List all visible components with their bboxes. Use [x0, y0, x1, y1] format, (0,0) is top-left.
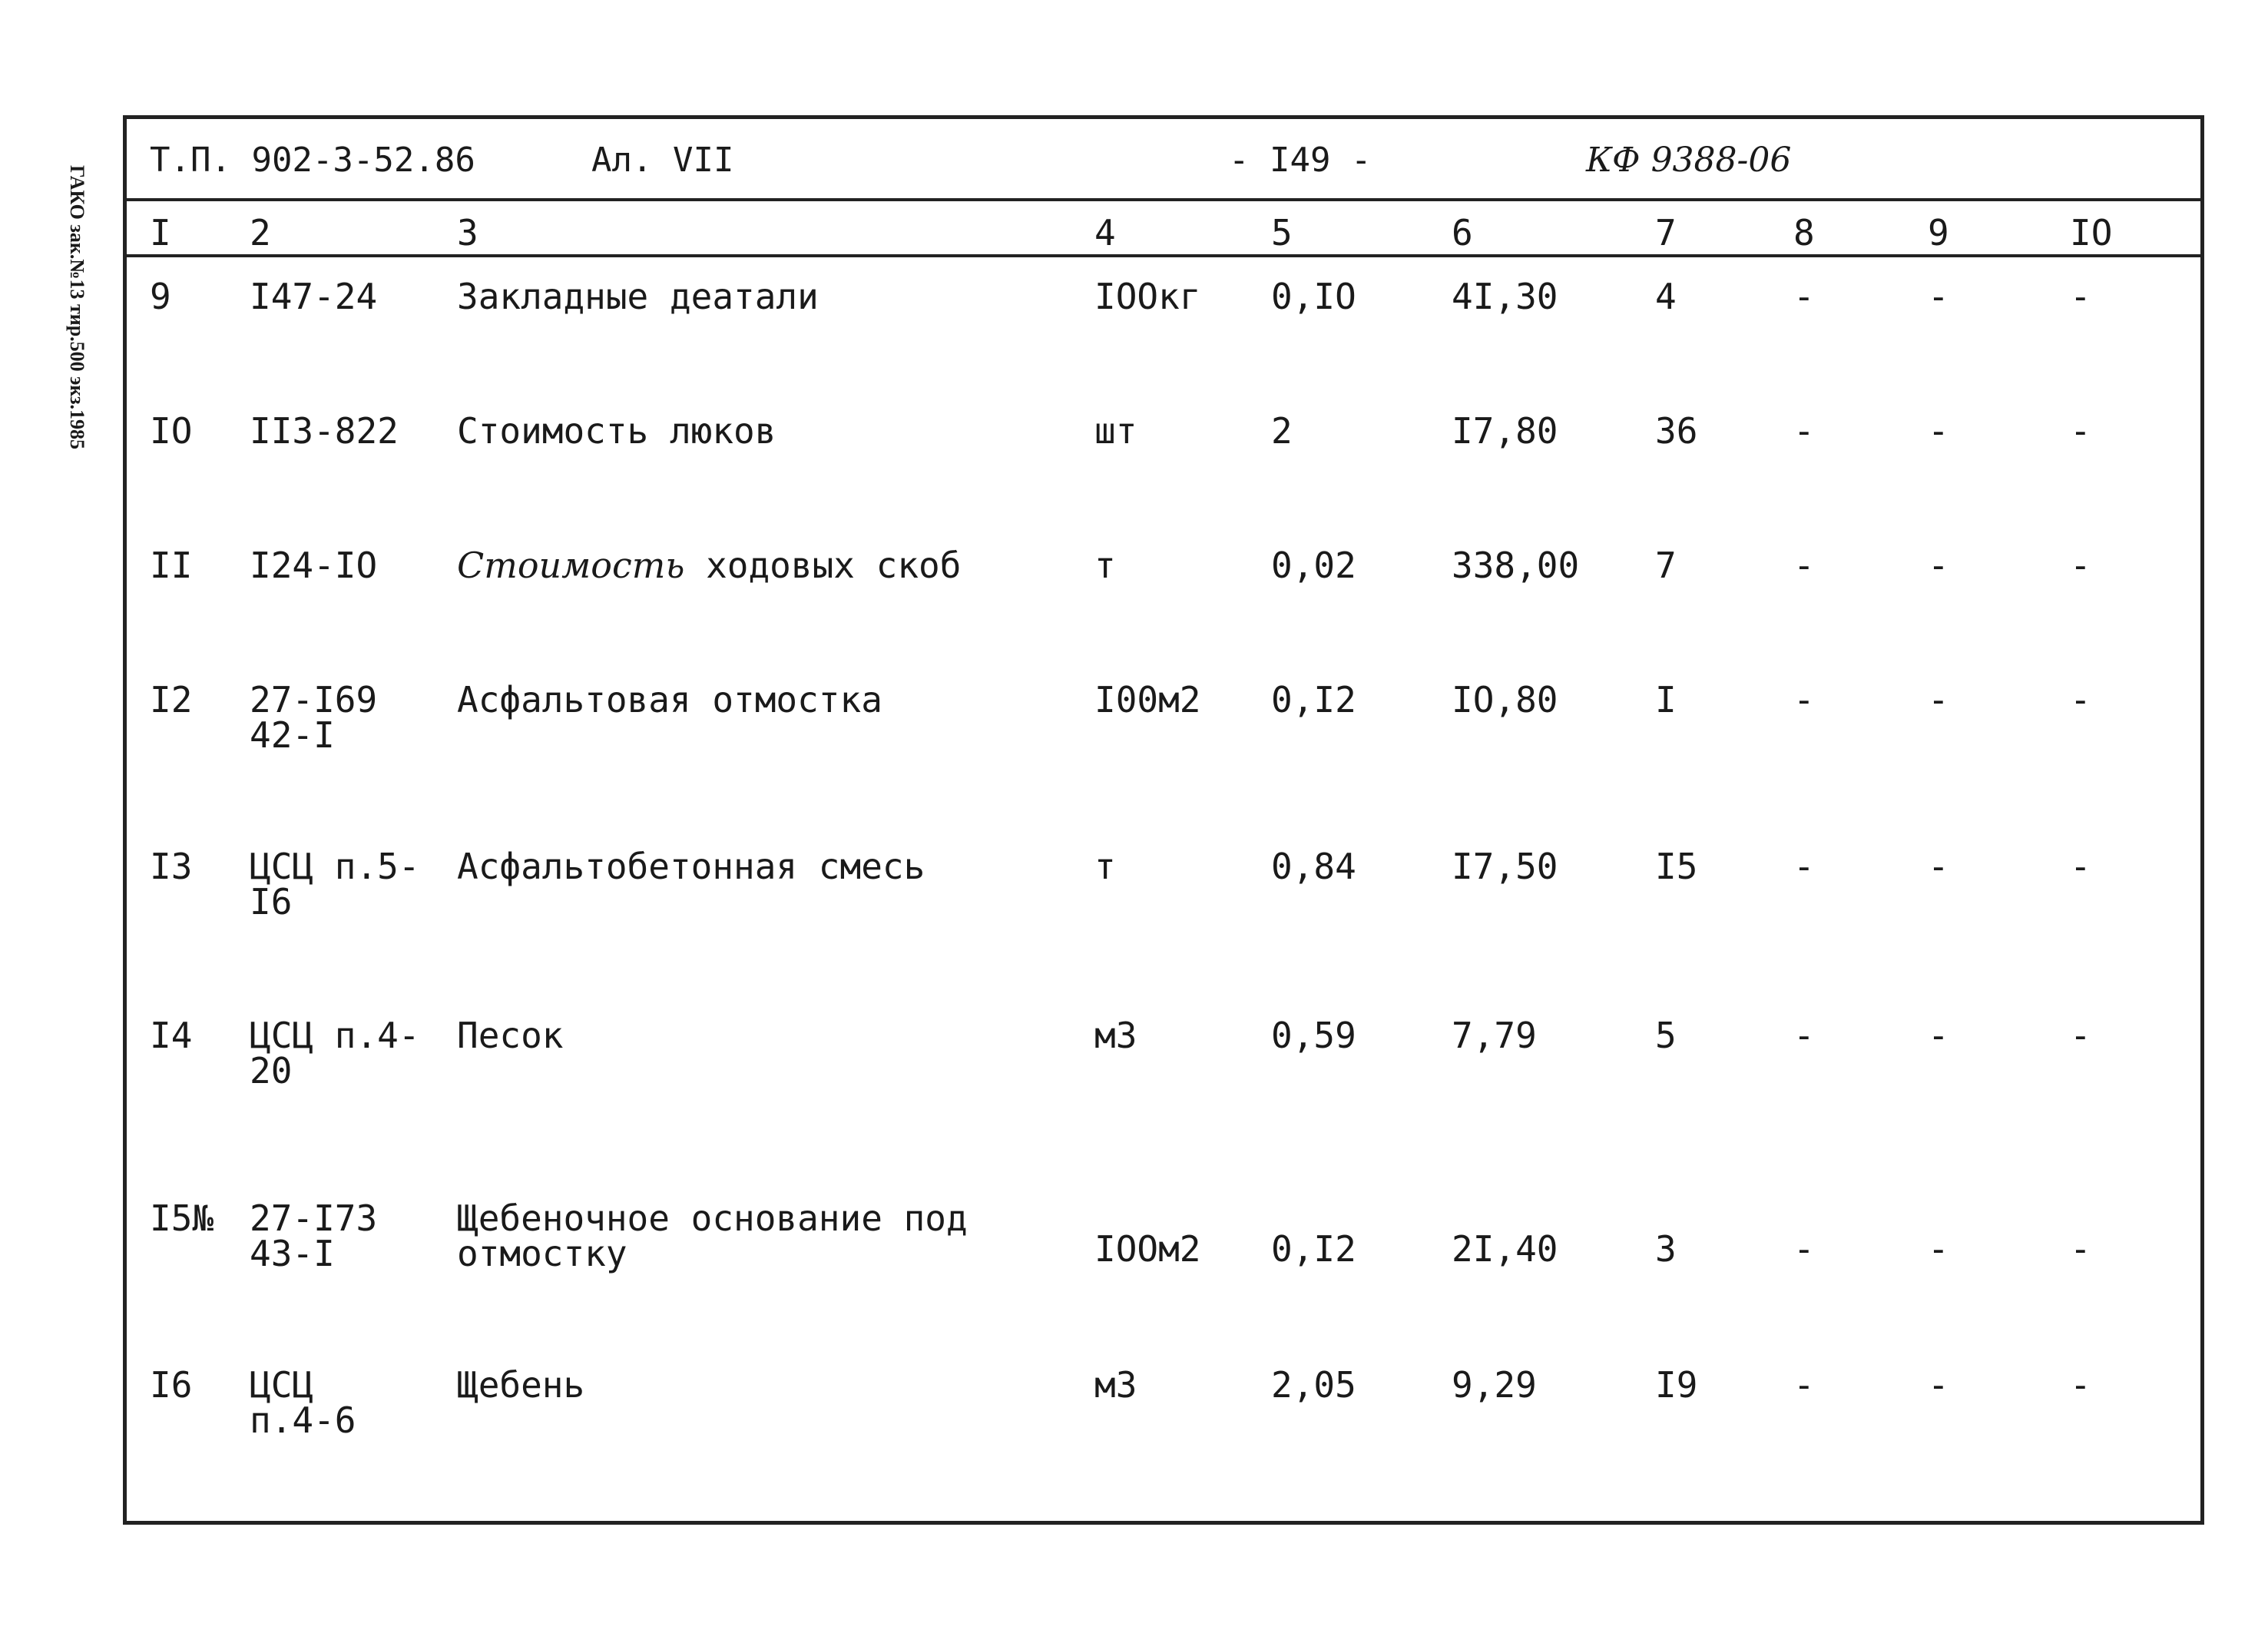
table-row [127, 1197, 2200, 1293]
item-name [457, 545, 962, 586]
album-number: Ал. VII [591, 141, 734, 180]
unit: IOOкг [1094, 276, 1201, 317]
column-header: 9 [1928, 212, 1949, 253]
quantity: 0,I2 [1271, 679, 1356, 720]
col8-dash: - [1793, 545, 1815, 586]
rate-code: 27-I69 42-I [250, 679, 378, 756]
margin-note [54, 108, 100, 507]
table-row [127, 846, 2200, 941]
col10-dash: - [2070, 1364, 2091, 1406]
unit: IOOм2 [1094, 1228, 1201, 1270]
rate-code: 27-I73 43-I [250, 1197, 378, 1274]
col9-dash: - [1928, 276, 1949, 317]
total: 36 [1655, 410, 1698, 452]
item-name: Закладные деатали [457, 276, 819, 317]
rate-code: ЦСЦ п.5- I6 [250, 846, 420, 922]
total: 5 [1655, 1015, 1677, 1056]
item-name: Щебеночное основание под отмостку [457, 1197, 968, 1274]
table-row [127, 276, 2200, 371]
col9-dash: - [1928, 410, 1949, 452]
column-header: 8 [1793, 212, 1815, 253]
quantity: 0,84 [1271, 846, 1356, 887]
table-row [127, 1015, 2200, 1110]
column-header: IO [2070, 212, 2113, 253]
unit-price: 4I,30 [1452, 276, 1558, 317]
unit: м3 [1094, 1015, 1137, 1056]
item-name: Стоимость люков [457, 410, 776, 452]
col8-dash: - [1793, 1364, 1815, 1406]
col9-dash: - [1928, 679, 1949, 720]
col8-dash: - [1793, 679, 1815, 720]
col8-dash: - [1793, 410, 1815, 452]
column-header-row [127, 201, 2200, 257]
column-header: 6 [1452, 212, 1473, 253]
unit-price: I7,80 [1452, 410, 1558, 452]
col9-dash: - [1928, 545, 1949, 586]
item-name-handwritten: Стоимость [457, 545, 685, 586]
col10-dash: - [2070, 846, 2091, 887]
unit-price: 7,79 [1452, 1015, 1537, 1056]
row-number: 9 [150, 276, 171, 317]
column-header: 3 [457, 212, 478, 253]
col10-dash: - [2070, 679, 2091, 720]
quantity: 2,05 [1271, 1364, 1356, 1406]
quantity: 0,02 [1271, 545, 1356, 586]
document-code: КФ 9388-06 [1586, 141, 1792, 180]
quantity: 0,59 [1271, 1015, 1356, 1056]
rate-code: II3-822 [250, 410, 399, 452]
total: 7 [1655, 545, 1677, 586]
total: 3 [1655, 1228, 1677, 1270]
item-name: Асфальтовая отмостка [457, 679, 882, 720]
col9-dash: - [1928, 1364, 1949, 1406]
col9-dash: - [1928, 846, 1949, 887]
unit: шт [1094, 410, 1137, 452]
total: I5 [1655, 846, 1698, 887]
item-name: Песок [457, 1015, 564, 1056]
unit-price: 338,00 [1452, 545, 1580, 586]
total: I [1655, 679, 1677, 720]
unit-price: 2I,40 [1452, 1228, 1558, 1270]
rate-code: ЦСЦ п.4- 20 [250, 1015, 420, 1091]
column-header: 7 [1655, 212, 1677, 253]
quantity: 0,I2 [1271, 1228, 1356, 1270]
unit: т [1094, 545, 1116, 586]
rate-code: I24-IO [250, 545, 378, 586]
title-stamp [127, 119, 2200, 201]
row-number: I5№ [150, 1197, 214, 1239]
table-row [127, 545, 2200, 640]
total: I9 [1655, 1364, 1698, 1406]
col8-dash: - [1793, 846, 1815, 887]
table-row [127, 679, 2200, 774]
col8-dash: - [1793, 1228, 1815, 1270]
unit-price: I7,50 [1452, 846, 1558, 887]
column-header: 5 [1271, 212, 1293, 253]
col10-dash: - [2070, 545, 2091, 586]
page-number: - I49 - [1229, 141, 1372, 180]
row-number: I2 [150, 679, 193, 720]
col8-dash: - [1793, 276, 1815, 317]
col9-dash: - [1928, 1228, 1949, 1270]
col10-dash: - [2070, 1228, 2091, 1270]
item-name: Щебень [457, 1364, 585, 1406]
unit-price: IO,80 [1452, 679, 1558, 720]
column-header: I [150, 212, 171, 253]
col10-dash: - [2070, 1015, 2091, 1056]
item-name-typed: ходовых скоб [684, 545, 962, 586]
row-number: I4 [150, 1015, 193, 1056]
col9-dash: - [1928, 1015, 1949, 1056]
table-row [127, 1364, 2200, 1459]
item-name: Асфальтобетонная смесь [457, 846, 925, 887]
margin-note-text: ГАКО зак.№13 тир.500 экз.1985 [66, 164, 88, 450]
rate-code: I47-24 [250, 276, 378, 317]
total: 4 [1655, 276, 1677, 317]
row-number: II [150, 545, 193, 586]
column-header: 2 [250, 212, 271, 253]
project-number: Т.П. 902-3-52.86 [150, 141, 475, 180]
unit: м3 [1094, 1364, 1137, 1406]
unit: т [1094, 846, 1116, 887]
col10-dash: - [2070, 276, 2091, 317]
quantity: 0,IO [1271, 276, 1356, 317]
table-row [127, 410, 2200, 505]
row-number: I6 [150, 1364, 193, 1406]
row-number: I3 [150, 846, 193, 887]
unit-price: 9,29 [1452, 1364, 1537, 1406]
document-frame [123, 115, 2204, 1525]
col8-dash: - [1793, 1015, 1815, 1056]
col10-dash: - [2070, 410, 2091, 452]
unit: I00м2 [1094, 679, 1201, 720]
rate-code: ЦСЦ п.4-6 [250, 1364, 356, 1441]
column-header: 4 [1094, 212, 1116, 253]
quantity: 2 [1271, 410, 1293, 452]
row-number: IO [150, 410, 193, 452]
